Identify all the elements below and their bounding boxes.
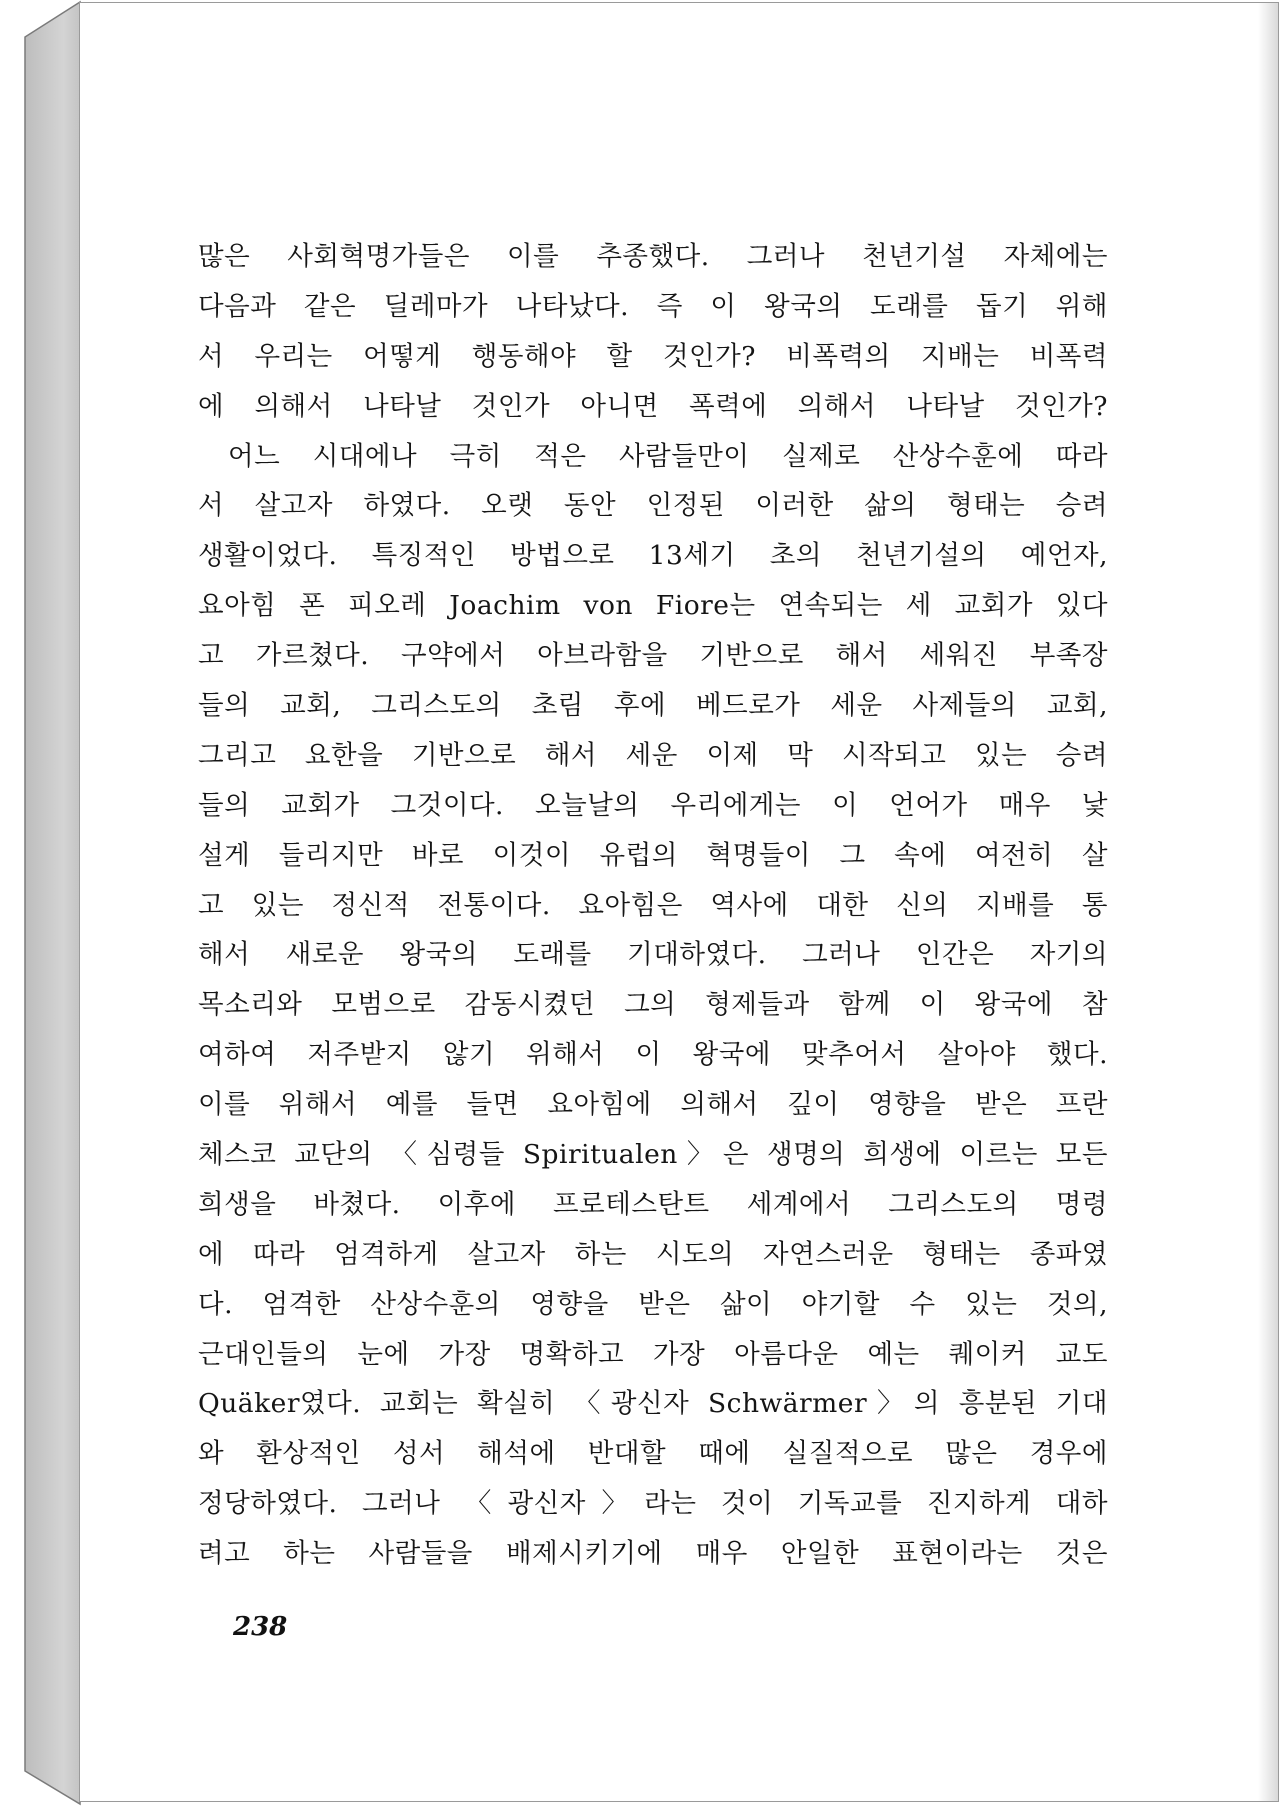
text-line: 생활이었다. 특징적인 방법으로 13세기 초의 천년기설의 예언자, [198,540,1108,572]
text-line: 근대인들의 눈에 가장 명확하고 가장 아름다운 예는 퀘이커 교도 [198,1338,1108,1370]
text-line: 서 우리는 어떻게 행동해야 할 것인가? 비폭력의 지배는 비폭력 [198,340,1108,372]
text-line: Quäker였다. 교회는 확실히 〈광신자 Schwärmer〉의 흥분된 기대 [198,1388,1108,1420]
text-line: 들의 교회가 그것이다. 오늘날의 우리에게는 이 언어가 매우 낯 [198,789,1108,821]
text-line: 에 의해서 나타날 것인가 아니면 폭력에 의해서 나타날 것인가? [198,390,1108,422]
text-line: 이를 위해서 예를 들면 요아힘에 의해서 깊이 영향을 받은 프란 [198,1089,1108,1121]
text-line: 고 가르쳤다. 구약에서 아브라함을 기반으로 해서 세워진 부족장 [198,640,1108,672]
text-line: 려고 하는 사람들을 배제시키기에 매우 안일한 표현이라는 것은 [198,1538,1108,1570]
text-line: 설게 들리지만 바로 이것이 유럽의 혁명들이 그 속에 여전히 살 [198,839,1108,871]
text-line: 다. 엄격한 산상수훈의 영향을 받은 삶이 야기할 수 있는 것의, [198,1288,1108,1320]
text-line: 요아힘 폰 피오레 Joachim von Fiore는 연속되는 세 교회가 있다 [198,590,1108,622]
text-line: 정당하였다. 그러나 〈광신자〉라는 것이 기독교를 진지하게 대하 [198,1488,1108,1520]
page-number: 238 [233,1612,288,1642]
text-line: 많은 사회혁명가들은 이를 추종했다. 그러나 천년기설 자체에는 [198,241,1108,272]
text-line: 그리고 요한을 기반으로 해서 세운 이제 막 시작되고 있는 승려 [198,739,1108,771]
text-line: 고 있는 정신적 전통이다. 요아힘은 역사에 대한 신의 지배를 통 [198,889,1108,921]
text-line: 체스코 교단의 〈심령들 Spiritualen〉은 생명의 희생에 이르는 모든 [198,1139,1108,1171]
text-line: 에 따라 엄격하게 살고자 하는 시도의 자연스러운 형태는 종파였 [198,1238,1108,1270]
text-line: 희생을 바쳤다. 이후에 프로테스탄트 세계에서 그리스도의 명령 [198,1188,1108,1220]
text-line: 해서 새로운 왕국의 도래를 기대하였다. 그러나 인간은 자기의 [198,939,1108,971]
text-line: 목소리와 모범으로 감동시켰던 그의 형제들과 함께 이 왕국에 참 [198,989,1108,1021]
text-line: 다음과 같은 딜레마가 나타났다. 즉 이 왕국의 도래를 돕기 위해 [198,290,1108,322]
page-right-shadow [1258,3,1278,1801]
text-line: 여하여 저주받지 않기 위해서 이 왕국에 맞추어서 살아야 했다. [198,1039,1108,1071]
text-line: 와 환상적인 성서 해석에 반대할 때에 실질적으로 많은 경우에 [198,1438,1108,1470]
text-line: 어느 시대에나 극히 적은 사람들만이 실제로 산상수훈에 따라 [228,440,1108,472]
text-line: 서 살고자 하였다. 오랫 동안 인정된 이러한 삶의 형태는 승려 [198,490,1108,522]
body-text [198,232,1108,1579]
text-line: 들의 교회, 그리스도의 초림 후에 베드로가 세운 사제들의 교회, [198,690,1108,722]
